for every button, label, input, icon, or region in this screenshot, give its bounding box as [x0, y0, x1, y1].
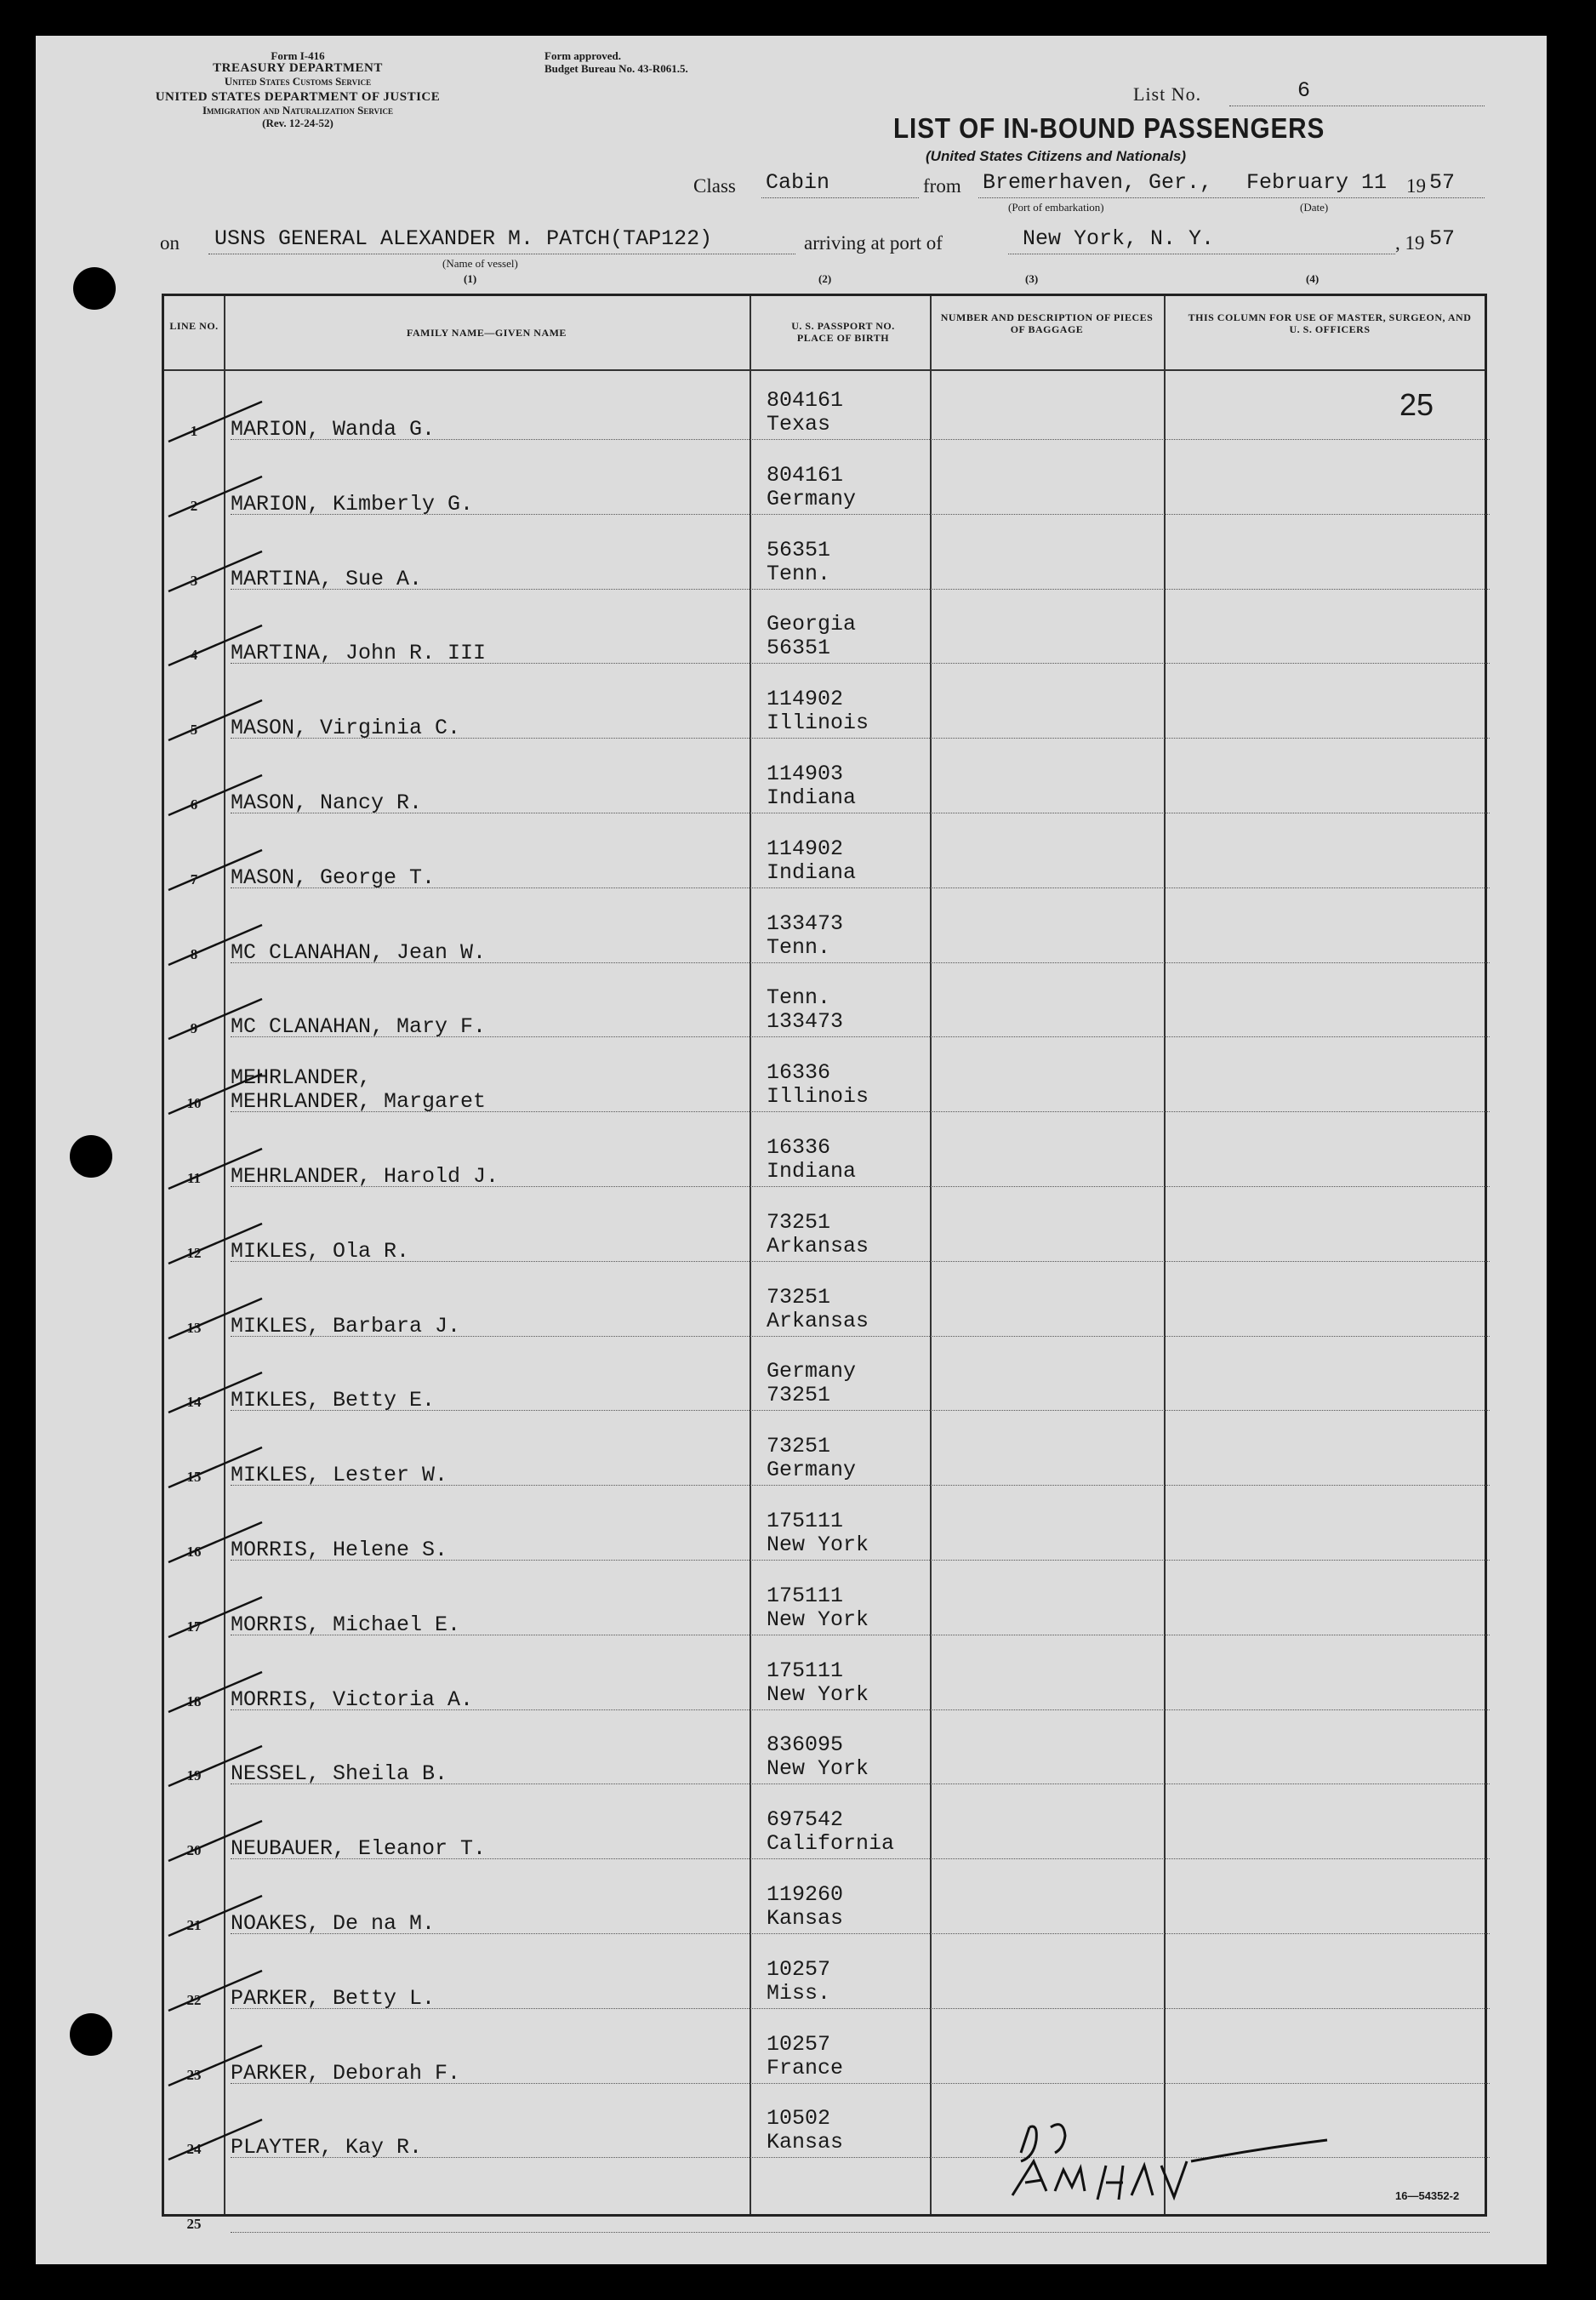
- passport-or-birthplace: 114902: [767, 687, 844, 712]
- row-dotted-line: [231, 514, 1490, 515]
- passenger-name: MC CLANAHAN, Jean W.: [231, 939, 487, 965]
- handwritten-signature-icon: [1004, 2102, 1361, 2221]
- line-number: 6: [190, 796, 198, 813]
- passport-or-birthplace: Germany: [767, 1458, 857, 1483]
- table-row: [164, 967, 1490, 1042]
- class-line: [761, 197, 919, 198]
- punch-hole: [70, 2013, 112, 2056]
- passport-or-birthplace: 119260: [767, 1882, 844, 1907]
- passport-or-birthplace: Kansas: [767, 1906, 844, 1931]
- table-row: [164, 668, 1490, 743]
- line-number: 19: [186, 1767, 202, 1784]
- passenger-name: MASON, George T.: [231, 865, 436, 890]
- passport-or-birthplace: Georgia: [767, 612, 857, 637]
- col-header-officers: THIS COLUMN FOR USE OF MASTER, SURGEON, AND U. S. OFFICERS: [1188, 311, 1472, 335]
- table-row: [164, 1490, 1490, 1565]
- line-number: 2: [190, 497, 198, 514]
- passport-or-birthplace: New York: [767, 1681, 869, 1707]
- passenger-name: MARION, Kimberly G.: [231, 491, 474, 517]
- passport-or-birthplace: 697542: [767, 1807, 844, 1833]
- col-num-1: (1): [464, 272, 477, 285]
- embarkation-port: Bremerhaven, Ger.,: [983, 170, 1213, 195]
- passenger-table: [162, 294, 1487, 2233]
- passport-or-birthplace: 804161: [767, 462, 844, 488]
- arrival-year-prefix: , 19: [1395, 232, 1425, 254]
- page-title: LIST OF IN-BOUND PASSENGERS: [893, 112, 1325, 144]
- passport-or-birthplace: New York: [767, 1532, 869, 1557]
- table-row: [164, 593, 1490, 668]
- passenger-name: MIKLES, Ola R.: [231, 1238, 410, 1264]
- passenger-name: MIKLES, Betty E.: [231, 1388, 436, 1413]
- passport-or-birthplace: 56351: [767, 537, 831, 562]
- table-row: [164, 1789, 1490, 1863]
- row-dotted-line: [231, 1485, 1490, 1486]
- punch-hole: [73, 267, 116, 310]
- col-header-name: FAMILY NAME—GIVEN NAME: [407, 327, 567, 339]
- passport-or-birthplace: 133473: [767, 910, 844, 936]
- passport-or-birthplace: Arkansas: [767, 1233, 869, 1258]
- line-number: 13: [186, 1319, 202, 1336]
- passport-or-birthplace: Arkansas: [767, 1308, 869, 1333]
- date-caption: (Date): [1300, 201, 1329, 214]
- passenger-name: PARKER, Deborah F.: [231, 2060, 461, 2086]
- passenger-name: MARTINA, Sue A.: [231, 566, 423, 591]
- passport-or-birthplace: Kansas: [767, 2130, 844, 2155]
- table-row: [164, 1042, 1490, 1116]
- row-dotted-line: [231, 1186, 1490, 1187]
- passenger-name: MARION, Wanda G.: [231, 417, 436, 442]
- table-row: [164, 1863, 1490, 1938]
- line-number: 7: [190, 870, 198, 887]
- passenger-name: MEHRLANDER, Margaret: [231, 1089, 487, 1115]
- row-dotted-line: [231, 439, 1490, 440]
- passport-or-birthplace: Germany: [767, 1359, 857, 1384]
- line-number: 5: [190, 722, 198, 739]
- line-number: 24: [186, 2141, 202, 2158]
- port-caption: (Port of embarkation): [1008, 201, 1104, 214]
- passenger-name: NESSEL, Sheila B.: [231, 1761, 448, 1787]
- passport-or-birthplace: Tenn.: [767, 561, 831, 586]
- row-dotted-line: [231, 2008, 1490, 2009]
- on-label: on: [160, 232, 180, 254]
- table-row: [164, 1938, 1490, 2013]
- row-dotted-line: [231, 2083, 1490, 2084]
- treasury-department: TREASURY DEPARTMENT: [213, 61, 383, 75]
- passport-or-birthplace: Miss.: [767, 1980, 831, 2006]
- agency-block: [111, 49, 485, 129]
- table-row: [164, 2013, 1490, 2088]
- passport-or-birthplace: 114902: [767, 836, 844, 861]
- line-number: 18: [186, 1692, 202, 1709]
- passport-or-birthplace: Indiana: [767, 1159, 857, 1184]
- class-value: Cabin: [766, 170, 830, 195]
- col-header-baggage: NUMBER AND DESCRIPTION OF PIECES OF BAGGAGE: [940, 311, 1154, 335]
- line-number: 20: [186, 1842, 202, 1859]
- col-num-4: (4): [1306, 272, 1320, 285]
- table-row: [164, 519, 1490, 594]
- line-number: 1: [190, 423, 198, 439]
- passport-or-birthplace: 836095: [767, 1732, 844, 1758]
- customs-service: United States Customs Service: [224, 75, 372, 88]
- passport-or-birthplace: 73251: [767, 1434, 831, 1459]
- passport-or-birthplace: California: [767, 1831, 895, 1857]
- table-row: [164, 1266, 1490, 1341]
- table-row: [164, 818, 1490, 893]
- form-print-code: 16—54352-2: [1395, 2189, 1460, 2202]
- row-dotted-line: [231, 1261, 1490, 1262]
- row-dotted-line: [231, 738, 1490, 739]
- form-approved: Form approved.: [544, 49, 622, 62]
- list-no-value: 6: [1297, 78, 1311, 103]
- line-number: 4: [190, 647, 198, 664]
- punch-hole: [70, 1135, 112, 1178]
- passenger-name: MASON, Nancy R.: [231, 790, 423, 815]
- line-number: 16: [186, 1544, 202, 1560]
- passport-or-birthplace: 10257: [767, 1956, 831, 1982]
- table-row: [164, 1714, 1490, 1789]
- passport-or-birthplace: 10257: [767, 2031, 831, 2057]
- passenger-name: MORRIS, Michael E.: [231, 1612, 461, 1637]
- row-dotted-line: [231, 1783, 1490, 1784]
- table-row: [164, 369, 1490, 444]
- table-row: [164, 1565, 1490, 1640]
- passport-or-birthplace: 73251: [767, 1383, 831, 1408]
- revision: (Rev. 12-24-52): [262, 117, 333, 129]
- passenger-name: NEUBAUER, Eleanor T.: [231, 1836, 487, 1862]
- line-number: 11: [186, 1170, 202, 1186]
- line-number: 21: [186, 1917, 202, 1933]
- passport-or-birthplace: 16336: [767, 1135, 831, 1160]
- list-no-label: List No.: [1133, 83, 1202, 105]
- table-row: [164, 1191, 1490, 1266]
- class-label: Class: [693, 175, 736, 197]
- line-number: 14: [186, 1394, 202, 1411]
- row-dotted-line: [231, 1560, 1490, 1561]
- row-dotted-line: [231, 1336, 1490, 1337]
- passport-or-birthplace: 804161: [767, 388, 844, 413]
- passport-or-birthplace: New York: [767, 1756, 869, 1782]
- justice-department: UNITED STATES DEPARTMENT OF JUSTICE: [155, 90, 441, 104]
- passport-or-birthplace: Illinois: [767, 1084, 869, 1110]
- passport-or-birthplace: 56351: [767, 636, 831, 661]
- line-number: 25: [186, 2216, 202, 2233]
- passenger-name: MIKLES, Barbara J.: [231, 1313, 461, 1338]
- row-dotted-line: [231, 1709, 1490, 1710]
- line-number: 23: [186, 2066, 202, 2083]
- row-dotted-line: [231, 962, 1490, 963]
- budget-bureau: Budget Bureau No. 43-R061.5.: [544, 62, 688, 75]
- passport-or-birthplace: Tenn.: [767, 985, 831, 1011]
- arriving-label: arriving at port of: [804, 232, 943, 254]
- passport-or-birthplace: 10502: [767, 2106, 831, 2132]
- table-row: [164, 1640, 1490, 1715]
- col-header-line: LINE NO.: [169, 320, 219, 332]
- row-dotted-line: [231, 589, 1490, 590]
- line-number: 10: [186, 1095, 202, 1112]
- row-dotted-line: [231, 1111, 1490, 1112]
- passport-or-birthplace: 133473: [767, 1009, 844, 1035]
- passport-or-birthplace: Tenn.: [767, 934, 831, 960]
- row-dotted-line: [231, 1036, 1490, 1037]
- passport-or-birthplace: France: [767, 2055, 844, 2080]
- row-dotted-line: [231, 1858, 1490, 1859]
- passenger-name: MASON, Virginia C.: [231, 716, 461, 741]
- passenger-name: MORRIS, Victoria A.: [231, 1686, 474, 1712]
- ins-service: Immigration and Naturalization Service: [202, 104, 394, 117]
- col-num-2: (2): [818, 272, 832, 285]
- table-row: [164, 1415, 1490, 1490]
- passenger-name: NOAKES, De na M.: [231, 1911, 436, 1936]
- vessel-caption: (Name of vessel): [442, 257, 518, 270]
- line-number: 8: [190, 945, 198, 962]
- row-dotted-line: [231, 663, 1490, 664]
- line-number: 12: [186, 1244, 202, 1261]
- col-header-passport: U. S. PASSPORT NO. PLACE OF BIRTH: [791, 320, 895, 344]
- line-number: 3: [190, 572, 198, 589]
- approval-block: [544, 49, 688, 75]
- passport-or-birthplace: 73251: [767, 1284, 831, 1310]
- page-subtitle: (United States Citizens and Nationals): [926, 148, 1187, 164]
- passport-or-birthplace: Texas: [767, 412, 831, 437]
- line-number: 17: [186, 1618, 202, 1635]
- passenger-name: MEHRLANDER, Harold J.: [231, 1164, 499, 1189]
- line-number: 22: [186, 1991, 202, 2008]
- passenger-name: MIKLES, Lester W.: [231, 1463, 448, 1488]
- passport-or-birthplace: 16336: [767, 1060, 831, 1086]
- embarkation-date: February 11: [1246, 170, 1388, 195]
- embarkation-year: 57: [1429, 170, 1456, 195]
- col-num-3: (3): [1025, 272, 1039, 285]
- table-row: [164, 893, 1490, 967]
- table-row: [164, 444, 1490, 519]
- passport-or-birthplace: 114903: [767, 762, 844, 786]
- arrival-port: New York, N. Y.: [1023, 226, 1215, 251]
- passenger-name: PLAYTER, Kay R.: [231, 2135, 423, 2160]
- table-row: [164, 743, 1490, 818]
- from-label: from: [923, 175, 961, 197]
- passport-or-birthplace: Germany: [767, 486, 857, 511]
- tally-number: 25: [1399, 387, 1434, 422]
- passenger-name: MORRIS, Helene S.: [231, 1538, 448, 1562]
- passport-or-birthplace: 73251: [767, 1209, 831, 1235]
- row-dotted-line: [231, 2232, 1490, 2233]
- vessel-name: USNS GENERAL ALEXANDER M. PATCH(TAP122): [214, 226, 713, 251]
- row-dotted-line: [231, 1410, 1490, 1411]
- line-number: 9: [190, 1020, 198, 1037]
- passport-or-birthplace: 175111: [767, 1658, 844, 1683]
- table-row: [164, 1116, 1490, 1191]
- passenger-name: MARTINA, John R. III: [231, 641, 487, 666]
- arrival-year: 57: [1429, 226, 1456, 251]
- row-dotted-line: [231, 1933, 1490, 1934]
- from-line: [978, 197, 1485, 198]
- passenger-name: PARKER, Betty L.: [231, 1985, 436, 2011]
- passenger-name: MC CLANAHAN, Mary F.: [231, 1014, 487, 1040]
- passport-or-birthplace: 175111: [767, 1509, 844, 1533]
- year-prefix: 19: [1406, 175, 1426, 197]
- line-number: 15: [186, 1469, 202, 1486]
- form-number: Form I-416: [271, 49, 325, 62]
- table-row: [164, 1340, 1490, 1415]
- passport-or-birthplace: Indiana: [767, 785, 857, 810]
- passport-or-birthplace: Illinois: [767, 711, 869, 736]
- passport-or-birthplace: Indiana: [767, 859, 857, 885]
- passenger-name-correction: MEHRLANDER,: [231, 1065, 372, 1091]
- row-dotted-line: [231, 887, 1490, 888]
- passport-or-birthplace: New York: [767, 1607, 869, 1632]
- passport-or-birthplace: 175111: [767, 1583, 844, 1608]
